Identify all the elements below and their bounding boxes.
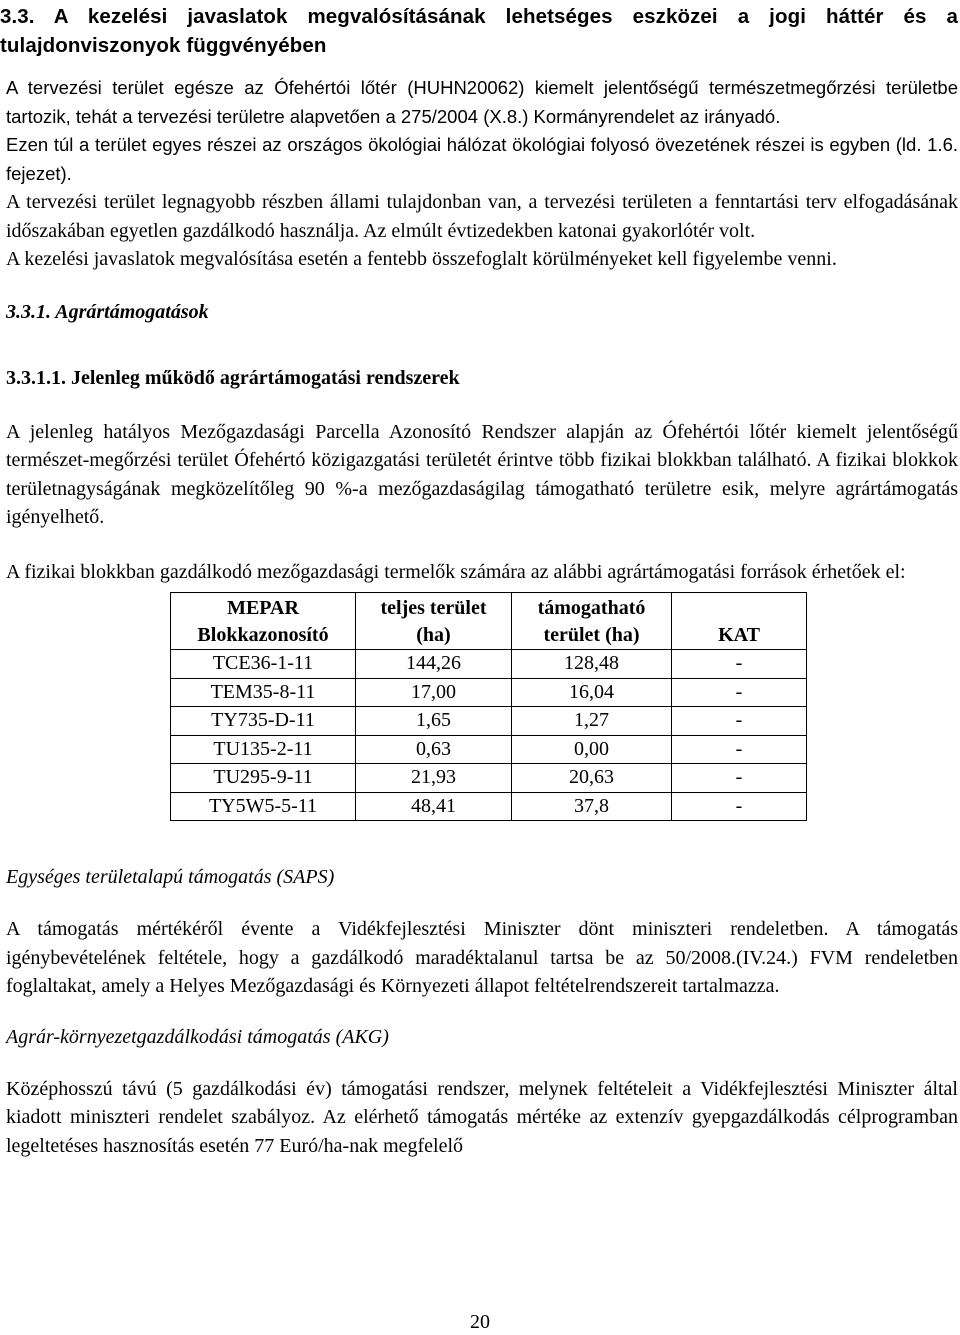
table-row: [171, 650, 807, 679]
saps-paragraph: A támogatás mértékéről évente a Vidékfejlesztési Miniszter dönt miniszteri rendeletben. A támogatás igénybevételének feltétele, hogy a gazdálkodó maradéktalanul tartsa be az 50/2008.(IV.24.) FVM rendeletben foglaltakat, amely a Helyes Mezőgazdasági és Környezeti állapot feltételrendszereit tartalmazza.: [6, 918, 958, 997]
intro-paragraph-2: Ezen túl a terület egyes részei az országos ökológiai hálózat ökológiai folyosó övezetének részei is egyben (ld. 1.6. fejezet).: [6, 134, 958, 184]
intro-paragraph-1: A tervezési terület egésze az Ófehértói lőtér (HUHN20062) kiemelt jelentőségű természetmegőrzési területbe tartozik, tehát a tervezési területre alapvetően a 275/2004 (X.8.) Kormányrendelet az irányadó.: [6, 77, 958, 127]
cell-block-id: TCE36-1-11: [171, 650, 356, 679]
section-heading: 3.3. A kezelési javaslatok megvalósításának lehetséges eszközei a jogi háttér és a tulajdonviszonyok függvényében: [0, 5, 958, 57]
cell-eligible-area: 0,00: [512, 735, 672, 764]
table-row: [171, 792, 807, 821]
akg-title: Agrár-környezetgazdálkodási támogatás (AKG): [6, 1025, 389, 1048]
cell-block-id: TY735-D-11: [171, 707, 356, 736]
table-row: [171, 764, 807, 793]
cell-block-id: TU135-2-11: [171, 735, 356, 764]
intro-paragraph-4: A kezelési javaslatok megvalósítása esetén a fentebb összefoglalt körülményeket kell figyelembe venni.: [6, 248, 837, 270]
cell-kat: -: [672, 792, 807, 821]
cell-block-id: TY5W5-5-11: [171, 792, 356, 821]
header-kat: KAT: [672, 593, 807, 650]
cell-total-area: 144,26: [356, 650, 512, 679]
table-row: [171, 678, 807, 707]
table-row: [171, 735, 807, 764]
cell-total-area: 21,93: [356, 764, 512, 793]
intro-paragraph-3: A tervezési terület legnagyobb részben állami tulajdonban van, a tervezési területen a fenntartási terv elfogadásának időszakában egyetlen gazdálkodó használja. Az elmúlt évtizedekben katonai gyakorlótér volt.: [6, 191, 958, 242]
mepar-table: [170, 592, 807, 821]
cell-eligible-area: 1,27: [512, 707, 672, 736]
mepar-paragraph: A jelenleg hatályos Mezőgazdasági Parcella Azonosító Rendszer alapján az Ófehértói lőtér kiemelt jelentőségű természet-megőrzési terület Ófehértó közigazgatási területét érintve több fizikai blokkban található. A fizikai blokkok területnagyságának megközelítőleg 90 %-a mezőgazdaságilag támogatható területre esik, melyre agrártámogatás igényelhető.: [6, 420, 958, 528]
table-row: [171, 707, 807, 736]
cell-eligible-area: 37,8: [512, 792, 672, 821]
cell-eligible-area: 20,63: [512, 764, 672, 793]
cell-total-area: 17,00: [356, 678, 512, 707]
cell-eligible-area: 128,48: [512, 650, 672, 679]
header-total-area: teljes terület (ha): [356, 593, 512, 650]
cell-eligible-area: 16,04: [512, 678, 672, 707]
cell-total-area: 48,41: [356, 792, 512, 821]
cell-block-id: TEM35-8-11: [171, 678, 356, 707]
subsection-heading-331: 3.3.1. Agrártámogatások: [6, 300, 209, 323]
subsection-heading-3311: 3.3.1.1. Jelenleg működő agrártámogatási rendszerek: [6, 366, 460, 389]
cell-kat: -: [672, 735, 807, 764]
page-number: 20: [470, 1311, 490, 1333]
cell-kat: -: [672, 650, 807, 679]
akg-paragraph: Középhosszú távú (5 gazdálkodási év) támogatási rendszer, melynek feltételeit a Vidékfejlesztési Miniszter által kiadott miniszteri rendelet szabályoz. Az elérhető támogatás mértéke az extenzív gyepgazdálkodás célprogramban legeltetéses hasznosítás esetén 77 Euró/ha-nak megfelelő: [6, 1077, 958, 1157]
header-mepar: MEPAR Blokkazonosító: [171, 593, 356, 650]
sources-paragraph: A fizikai blokkban gazdálkodó mezőgazdasági termelők számára az alábbi agrártámogatási források érhetőek el:: [6, 560, 906, 583]
cell-total-area: 1,65: [356, 707, 512, 736]
saps-title: Egységes területalapú támogatás (SAPS): [6, 866, 335, 888]
header-eligible-area: támogatható terület (ha): [512, 593, 672, 650]
cell-kat: -: [672, 764, 807, 793]
cell-kat: -: [672, 678, 807, 707]
cell-total-area: 0,63: [356, 735, 512, 764]
cell-kat: -: [672, 707, 807, 736]
cell-block-id: TU295-9-11: [171, 764, 356, 793]
table-header-row: [171, 593, 807, 650]
